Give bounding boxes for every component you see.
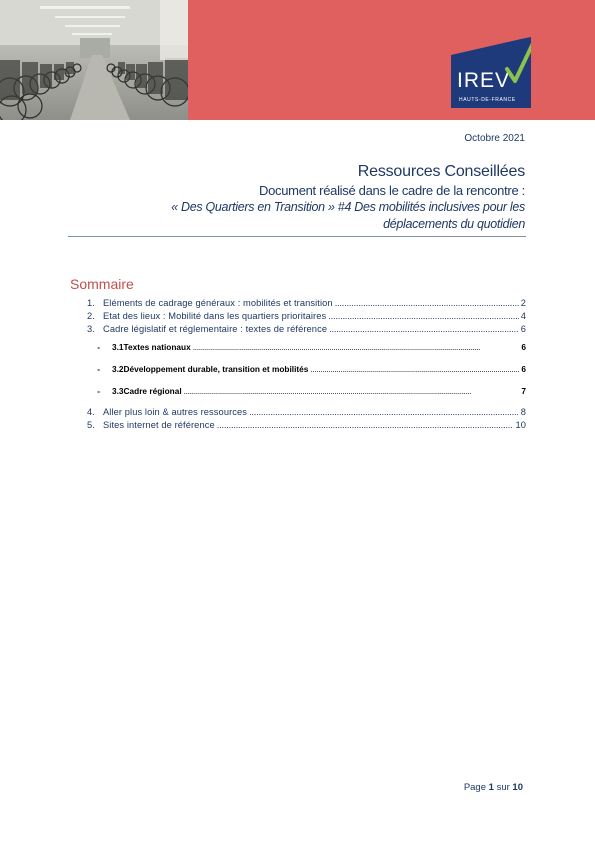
toc-entry-label: Etat des lieux : Mobilité dans les quartiers prioritaires xyxy=(103,311,327,321)
toc-heading: Sommaire xyxy=(70,276,134,292)
toc-subentry-bullet: - xyxy=(97,386,100,396)
toc-leader-dots xyxy=(329,323,519,336)
toc-entry-1[interactable] xyxy=(70,297,526,310)
header-photo-bicycle-parking xyxy=(0,0,188,120)
toc-subentry-bullet: - xyxy=(97,364,100,374)
toc-entry-label: Sites internet de référence xyxy=(103,420,215,430)
toc-subentry-page: 6 xyxy=(521,364,526,374)
toc-entry-page: 4 xyxy=(520,311,526,321)
page-footer xyxy=(464,782,523,793)
toc-leader-dots xyxy=(249,406,519,419)
toc-leader-dots xyxy=(193,336,520,358)
document-description-line-2: déplacements du quotidien xyxy=(383,217,525,231)
toc-entry-number: 2. xyxy=(87,311,95,321)
document-description-line-1: « Des Quartiers en Transition » #4 Des mobilités inclusives pour les xyxy=(171,200,525,214)
document-title: Ressources Conseillées xyxy=(357,163,525,180)
toc-leader-dots xyxy=(217,419,514,432)
toc-subentry-page: 6 xyxy=(521,342,526,352)
toc-entry-number: 1. xyxy=(87,298,95,308)
toc-subentry-3-1[interactable] xyxy=(70,336,526,358)
svg-text:HAUTS-DE-FRANCE: HAUTS-DE-FRANCE xyxy=(459,97,516,103)
toc-entry-page: 2 xyxy=(520,298,526,308)
toc-entry-4[interactable] xyxy=(70,406,526,419)
document-date: Octobre 2021 xyxy=(464,133,525,144)
toc-entry-label: Aller plus loin & autres ressources xyxy=(103,407,248,417)
toc-entry-number: 5. xyxy=(87,420,95,430)
footer-prefix: Page xyxy=(463,782,486,793)
toc-leader-dots xyxy=(328,310,518,323)
footer-separator: sur xyxy=(496,782,510,793)
toc-subentry-bullet: - xyxy=(97,342,100,352)
toc-entry-label: Eléments de cadrage généraux : mobilités et transition xyxy=(103,298,333,308)
toc-entry-number: 3. xyxy=(87,324,95,334)
toc-entry-3[interactable] xyxy=(70,323,526,336)
toc-entry-page: 8 xyxy=(520,407,526,417)
toc-entry-5[interactable] xyxy=(70,419,526,432)
toc-entry-label: Cadre législatif et réglementaire : textes de référence xyxy=(103,324,328,334)
toc-entry-page: 10 xyxy=(515,420,526,430)
toc-subentry-page: 7 xyxy=(521,386,526,396)
footer-current-page: 1 xyxy=(488,782,494,793)
document-subtitle: Document réalisé dans le cadre de la rencontre : xyxy=(259,183,525,198)
toc-entry-page: 6 xyxy=(520,324,526,334)
toc-subentry-3-2[interactable] xyxy=(70,358,526,380)
toc-subentry-label: 3.1Textes nationaux xyxy=(112,342,191,352)
title-divider xyxy=(68,236,526,237)
footer-total-pages: 10 xyxy=(512,782,523,793)
toc-subentry-label: 3.2Développement durable, transition et mobilités xyxy=(112,364,309,374)
toc-leader-dots xyxy=(184,380,520,402)
toc-leader-dots xyxy=(335,297,519,310)
toc-entry-2[interactable] xyxy=(70,310,526,323)
title-block xyxy=(95,162,525,233)
toc-subentry-label: 3.3Cadre régional xyxy=(112,386,182,396)
table-of-contents xyxy=(70,297,526,432)
toc-leader-dots xyxy=(310,358,519,380)
toc-entry-number: 4. xyxy=(87,407,95,417)
toc-subentry-3-3[interactable] xyxy=(70,380,526,402)
svg-text:IREV: IREV xyxy=(457,69,511,92)
irev-logo xyxy=(451,33,531,108)
